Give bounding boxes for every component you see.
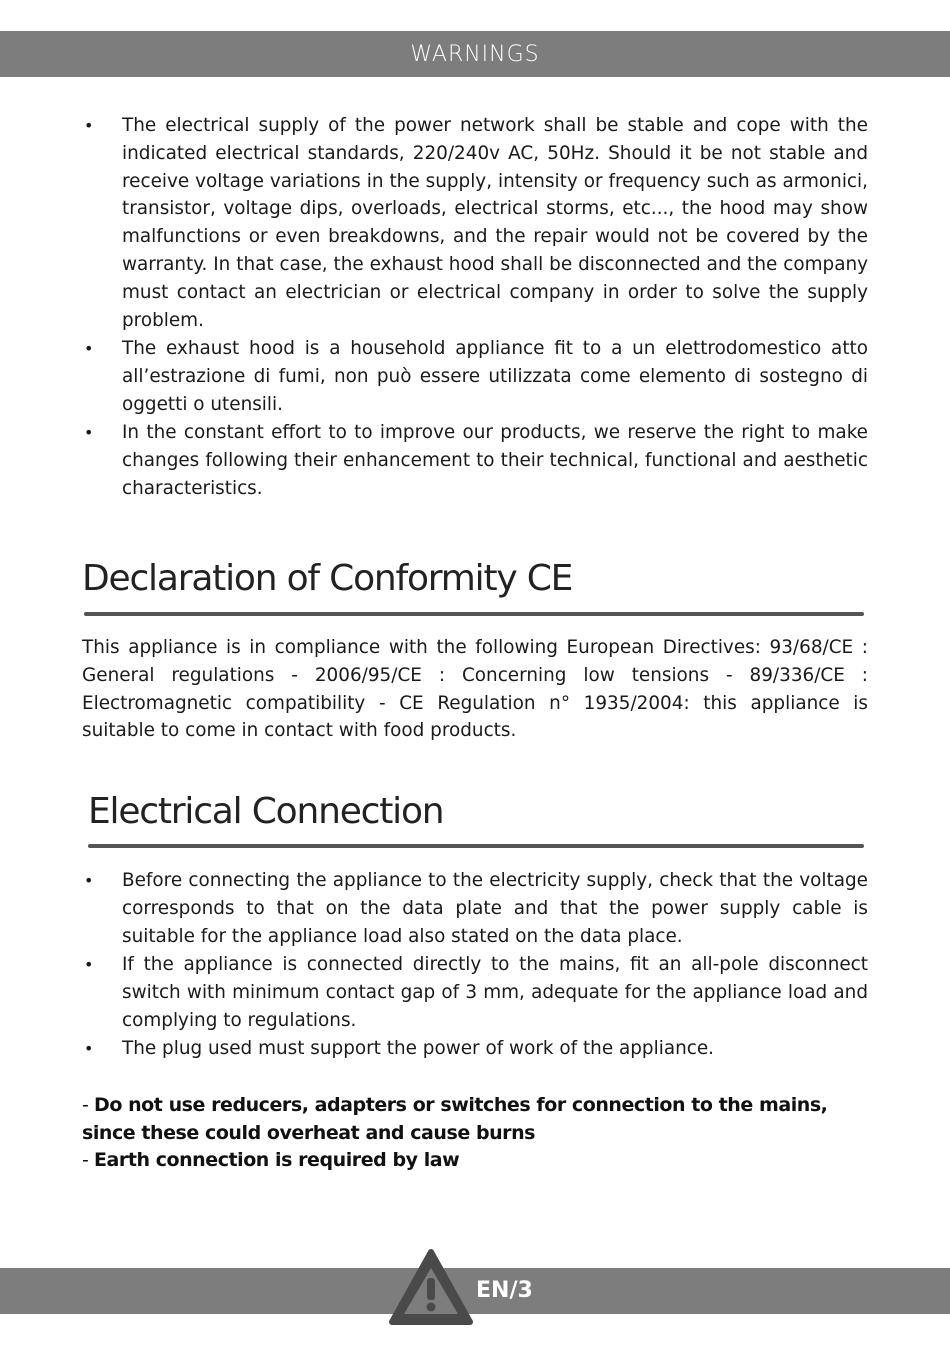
electrical-heading: Electrical Connection	[88, 791, 444, 832]
electrical-text: If the appliance is connected directly to the mains, fit an all-pole disconnect switch with minimum contact gap of 3 mm, adequate for the appliance load and complying to regulations.	[122, 953, 868, 1031]
warning-text: The electrical supply of the power network shall be stable and cope with the indicated electrical standards, 220/240v AC, 50Hz. Should it be not stable and receive voltage variations in the supply, intensity or frequency such as armonici, transistor, voltage dips, overloads, electrical storms, etc..., the hood may show malfunctions or even breakdowns, and the repair would not be covered by the warranty. In that case, the exhaust hood shall be disconnected and the company must contact an electrician or electrical company in order to solve the supply problem.	[122, 115, 868, 331]
warning-text: In the constant effort to to improve our products, we reserve the right to make changes following their enhancement to their technical, functional and aesthetic characteristics.	[122, 421, 868, 499]
list-item	[82, 867, 868, 950]
conformity-heading: Declaration of Conformity CE	[82, 558, 573, 599]
warning-text: The exhaust hood is a household appliance fit to a un elettrodomestico atto all’estrazione di fumi, non può essere utilizzata come elemento di sostegno di oggetti o utensili.	[122, 337, 868, 415]
electrical-text: The plug used must support the power of work of the appliance.	[122, 1037, 715, 1059]
header-bar	[0, 31, 950, 77]
note-text: Earth connection is required by law	[94, 1149, 460, 1171]
electrical-notes	[82, 1092, 882, 1175]
note-line	[82, 1092, 882, 1147]
bullet-icon: •	[84, 1038, 94, 1058]
note-text: Do not use reducers, adapters or switches for connection to the mains, since these could overheat and cause burns	[82, 1094, 828, 1144]
list-item	[82, 335, 868, 418]
bullet-icon: •	[84, 422, 94, 442]
list-item	[82, 951, 868, 1034]
bullet-icon: •	[84, 871, 94, 890]
note-prefix: -	[82, 1094, 94, 1116]
list-item	[82, 419, 868, 502]
header-title: WARNINGS	[410, 41, 540, 67]
note-line	[82, 1147, 882, 1175]
electrical-text: Before connecting the appliance to the electricity supply, check that the voltage corresponds to that on the data plate and that the power supply cable is suitable for the appliance load also stated on the data place.	[122, 870, 868, 947]
electrical-list	[82, 867, 868, 1063]
bullet-icon: •	[84, 954, 94, 974]
conformity-paragraph: This appliance is in compliance with the following European Directives: 93/68/CE : General regulations - 2006/95/CE : Concerning low tensions - 89/336/CE : Electromagnetic compatibility - CE Regulation n° 1935/2004: this appliance is suitable to come in contact with food products.	[82, 637, 868, 742]
list-item	[82, 112, 868, 334]
warning-triangle-icon	[388, 1248, 474, 1326]
list-item	[82, 1035, 868, 1063]
footer-bar	[0, 1268, 950, 1314]
warnings-list	[82, 112, 868, 503]
section-divider	[84, 612, 864, 616]
page-number: EN/3	[476, 1278, 533, 1303]
note-prefix: -	[82, 1149, 94, 1171]
section-divider	[88, 844, 864, 848]
bullet-icon: •	[84, 338, 94, 358]
bullet-icon: •	[84, 116, 94, 135]
